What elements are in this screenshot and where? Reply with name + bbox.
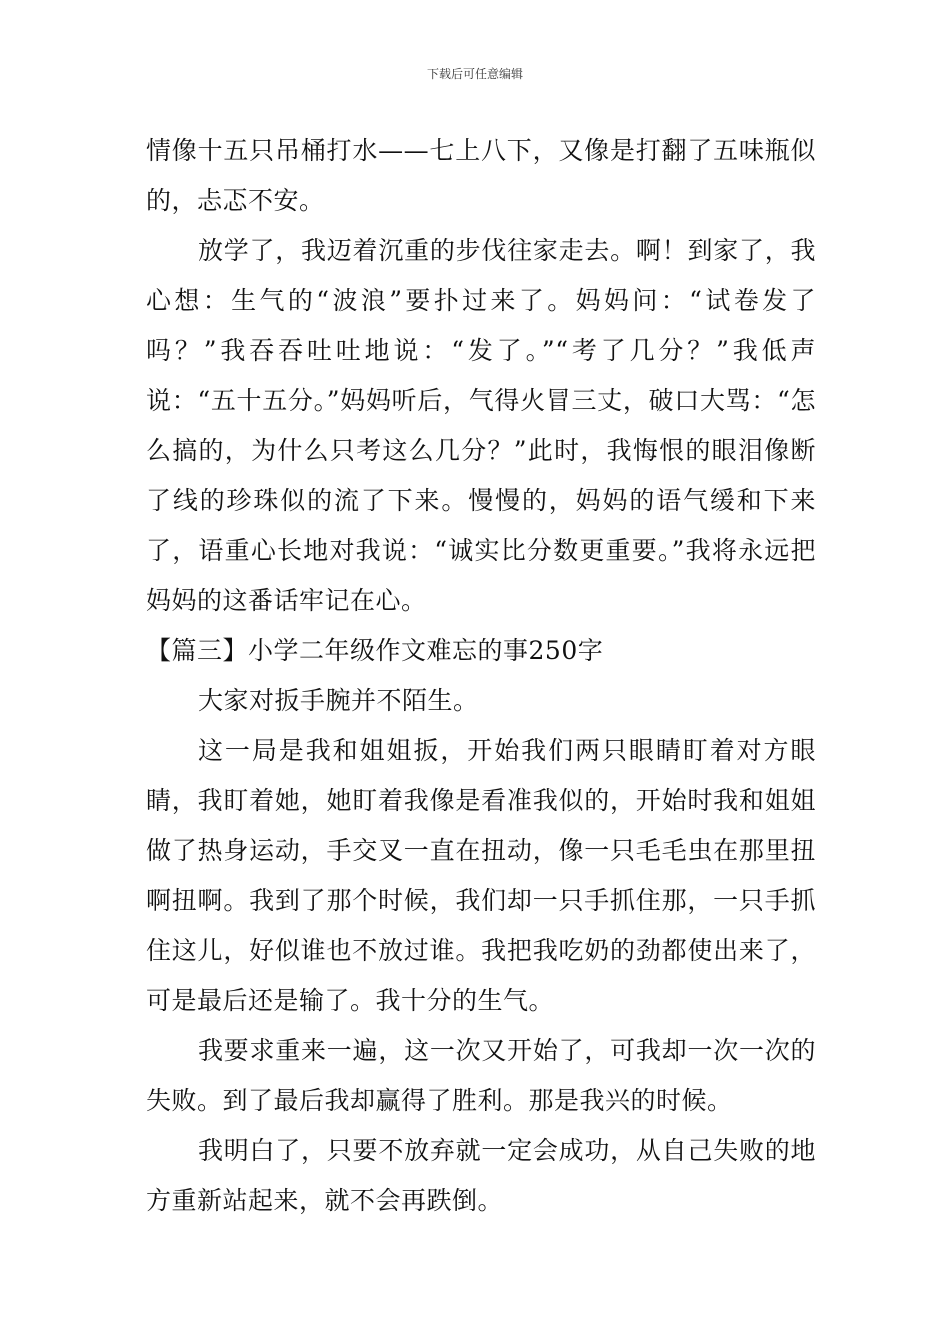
- paragraph-conclusion: 我明白了，只要不放弃就一定会成功，从自己失败的地方重新站起来，就不会再跌倒。: [146, 1136, 816, 1215]
- paragraph-after-school: 放学了，我迈着沉重的步伐往家走去。啊！到家了，我心想：生气的“波浪”要扑过来了。妈妈问：“试卷发了吗？”我吞吞吐吐地说：“发了。”“考了几分？”我低声说：“五十五分。”妈妈听后，气得火冒三丈，破口大骂：“怎么搞的，为什么只考这么几分？”此时，我悔恨的眼泪像断了线的珍珠似的流了下来。慢慢的，妈妈的语气缓和下来了，语重心长地对我说：“诚实比分数更重要。”我将永远把妈妈的这番话牢记在心。: [146, 236, 816, 615]
- page-header: 下载后可任意编辑: [426, 67, 523, 81]
- document-body: [146, 126, 816, 1226]
- section-heading: 【篇三】小学二年级作文难忘的事250字: [146, 636, 604, 665]
- paragraph-intro: 大家对扳手腕并不陌生。: [198, 686, 479, 715]
- paragraph-continuation: 情像十五只吊桶打水——七上八下，又像是打翻了五味瓶似的，忐忑不安。: [146, 136, 816, 215]
- paragraph-first-round: 这一局是我和姐姐扳，开始我们两只眼睛盯着对方眼睛，我盯着她，她盯着我像是看准我似的，开始时我和姐姐做了热身运动，手交叉一直在扭动，像一只毛毛虫在那里扭啊扭啊。我到了那个时候，我们却一只手抓住那，一只手抓住这儿，好似谁也不放过谁。我把我吃奶的劲都使出来了，可是最后还是输了。我十分的生气。: [146, 736, 816, 1015]
- paragraph-rematch: 我要求重来一遍，这一次又开始了，可我却一次一次的失败。到了最后我却赢得了胜利。那是我兴的时候。: [146, 1036, 816, 1115]
